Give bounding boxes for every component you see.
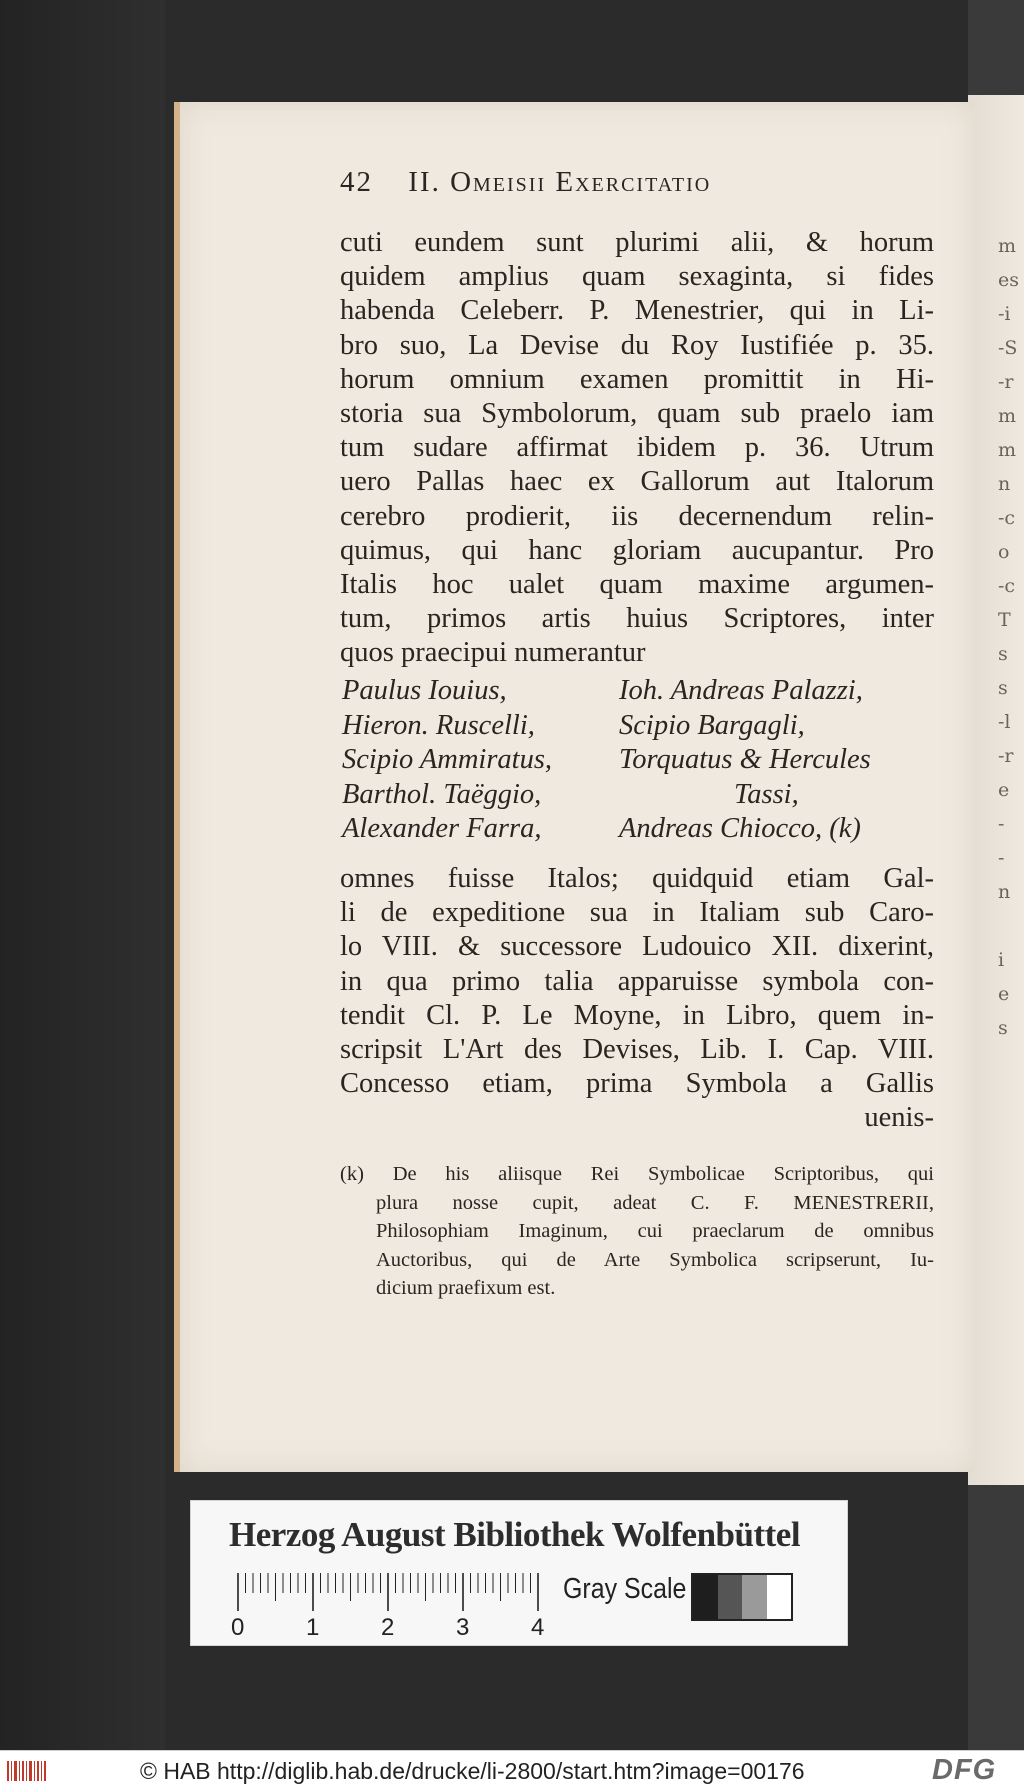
next-page-fragment: -c (998, 575, 1016, 597)
text-line: cerebro prodierit, iis decernendum relin- (340, 500, 934, 532)
gray-scale-label: Gray Scale (563, 1573, 687, 1605)
next-page-fragment: -l (998, 711, 1011, 733)
ruler-label: 2 (381, 1614, 395, 1641)
gray-swatch (693, 1575, 718, 1619)
text-line: Concesso etiam, prima Symbola a Gallis (340, 1068, 934, 1100)
footnote-line: Philosophiam Imaginum, cui praeclarum de omnibus (376, 1220, 934, 1242)
next-page-fragment: o (998, 541, 1010, 563)
text-line: Italis hoc ualet quam maxime argumen- (340, 569, 934, 601)
next-page-fragment: T (998, 609, 1011, 631)
text-line: horum omnium examen promittit in Hi- (340, 363, 934, 395)
text-line: lo VIII. & successore Ludouico XII. dixerint, (340, 931, 934, 963)
ruler-label: 3 (456, 1614, 470, 1641)
author-name: Barthol. Taëggio, (342, 778, 542, 810)
author-name: Scipio Bargagli, (619, 709, 805, 741)
text-line: quimus, qui hanc gloriam aucupantur. Pro (340, 534, 934, 566)
footnote (340, 1160, 934, 1303)
next-page-fragment: n (998, 473, 1011, 495)
next-page-fragment: -i (998, 303, 1011, 325)
ruler-label: 1 (306, 1614, 320, 1641)
gray-swatch (718, 1575, 743, 1619)
book-page (174, 102, 974, 1472)
author-row (342, 709, 934, 744)
text-line: scripsit L'Art des Devises, Lib. I. Cap. VIII. (340, 1034, 934, 1066)
next-page-fragment: -r (998, 371, 1014, 393)
next-page-fragment: -c (998, 507, 1016, 529)
footnote-line: Auctoribus, qui de Arte Symbolica scripserunt, Iu- (376, 1248, 934, 1271)
next-page-fragment: m (998, 235, 1017, 257)
library-name: Herzog August Bibliothek Wolfenbüttel (229, 1515, 801, 1554)
next-page-fragment: - (998, 813, 1005, 835)
author-name: Torquatus & Hercules (619, 744, 871, 775)
author-name: Paulus Iouius, (342, 675, 507, 706)
text-line: tendit Cl. P. Le Moyne, in Libro, quem in- (340, 999, 934, 1031)
next-page-fragment: n (998, 881, 1011, 903)
next-page-fragment: m (998, 439, 1017, 461)
text-line: li de expeditione sua in Italiam sub Caro- (340, 897, 934, 929)
text-line: quos praecipui numerantur (340, 637, 646, 669)
footer-bar (0, 1750, 1024, 1790)
text-line: uenis- (864, 1102, 934, 1134)
library-color-chart (190, 1500, 848, 1646)
footnote-line: dicium praefixum est. (376, 1277, 556, 1299)
author-name: Ioh. Andreas Palazzi, (619, 675, 863, 706)
author-row (342, 743, 934, 778)
author-row (342, 674, 934, 709)
next-page-fragment: s (998, 1017, 1008, 1039)
header-title: II. Omeisii Exercitatio (408, 166, 712, 198)
text-line: habenda Celeberr. P. Menestrier, qui in Li- (340, 295, 934, 327)
next-page-fragment: es (998, 269, 1019, 291)
text-line: tum sudare affirmat ibidem p. 36. Utrum (340, 432, 934, 464)
next-page-fragment: e (998, 779, 1010, 801)
next-page-edge (968, 95, 1024, 1485)
author-name: Tassi, (734, 778, 799, 810)
next-page-fragment: s (998, 643, 1008, 665)
author-row (342, 778, 934, 813)
gray-swatch (742, 1575, 767, 1619)
ruler-label: 0 (231, 1614, 245, 1641)
next-page-fragment: m (998, 405, 1017, 427)
gray-scale-swatches (691, 1573, 793, 1621)
author-name: Scipio Ammiratus, (342, 744, 553, 775)
footnote-line: (k) De his aliisque Rei Symbolicae Scriptoribus, qui (340, 1163, 934, 1185)
body-paragraph-1 (340, 226, 934, 671)
footnote-line: plura nosse cupit, adeat C. F. MENESTRERII, (376, 1191, 934, 1214)
page-number: 42 (340, 166, 373, 198)
text-line: uero Pallas haec ex Gallorum aut Italorum (340, 466, 934, 498)
author-name: Andreas Chiocco, (k) (619, 813, 861, 844)
next-page-fragment: i (998, 949, 1005, 971)
next-page-fragment: e (998, 983, 1010, 1005)
gray-swatch (767, 1575, 792, 1619)
ruler-label: 4 (531, 1614, 545, 1641)
text-line: bro suo, La Devise du Roy Iustifiée p. 35. (340, 329, 934, 361)
text-line: storia sua Symbolorum, quam sub praelo iam (340, 398, 934, 430)
scan-background-left (0, 0, 165, 1750)
text-line: omnes fuisse Italos; quidquid etiam Gal- (340, 863, 934, 894)
source-credit-link[interactable]: © HAB http://diglib.hab.de/drucke/li-2800/start.htm?image=00176 (140, 1758, 805, 1784)
scale-ruler (233, 1571, 543, 1611)
next-page-fragment: -S (998, 337, 1018, 359)
text-line: tum, primos artis huius Scriptores, inter (340, 603, 934, 635)
author-row (342, 812, 934, 847)
author-name: Hieron. Ruscelli, (342, 709, 535, 741)
dfg-logo: DFG (932, 1754, 997, 1786)
text-line: quidem amplius quam sexaginta, si fides (340, 261, 934, 293)
author-list (342, 674, 934, 847)
author-name: Alexander Farra, (342, 813, 542, 844)
next-page-fragment: s (998, 677, 1008, 699)
body-paragraph-2 (340, 862, 934, 1136)
text-line: cuti eundem sunt plurimi alii, & horum (340, 227, 934, 258)
running-header (340, 166, 900, 199)
barcode-icon (6, 1758, 48, 1784)
text-line: in qua primo talia apparuisse symbola con- (340, 965, 934, 997)
next-page-fragment: - (998, 847, 1005, 869)
next-page-fragment: -r (998, 745, 1014, 767)
